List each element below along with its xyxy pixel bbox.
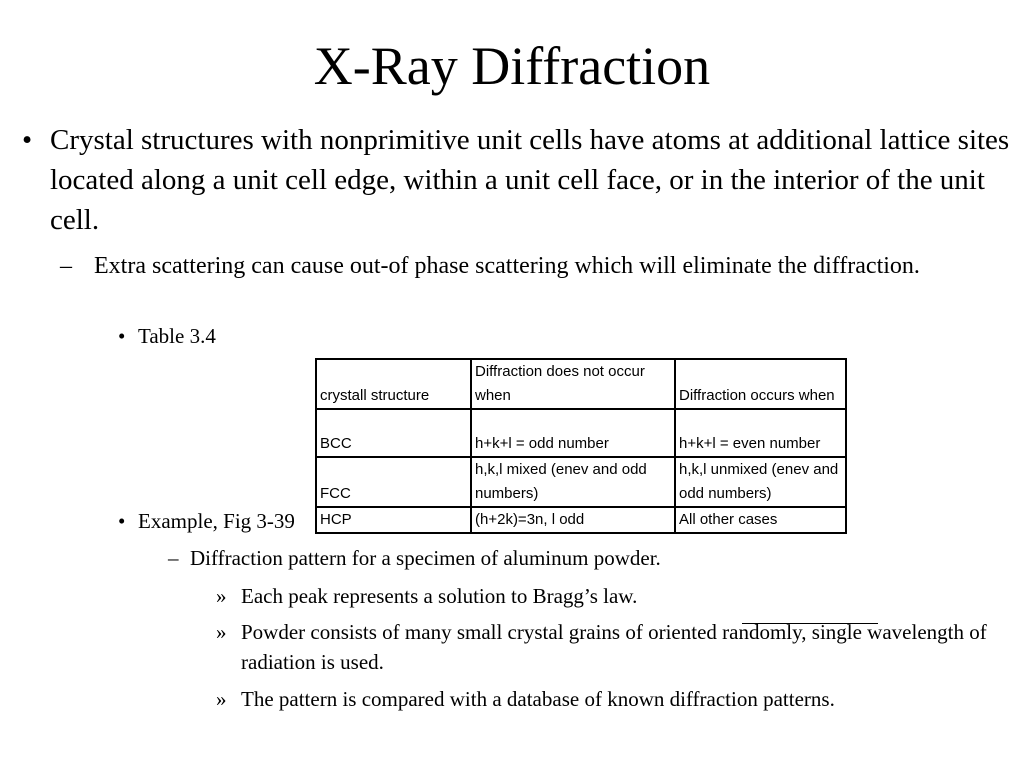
- table-cell: h+k+l = even number: [675, 409, 846, 457]
- slide-title: X-Ray Diffraction: [313, 36, 711, 96]
- example-sub-text: Diffraction pattern for a specimen of aluminum powder.: [190, 546, 661, 570]
- detail-bullet: [216, 617, 1016, 677]
- sub-bullet-text: Extra scattering can cause out-of phase scattering which will eliminate the diffraction.: [94, 253, 920, 279]
- table-row: [316, 457, 846, 507]
- bullet-marker: •: [22, 124, 33, 156]
- table-header-cell: Diffraction does not occur when: [471, 359, 675, 409]
- main-bullet-text: Crystal structures with nonprimitive unit cells have atoms at additional lattice sites located along a unit cell edge, within a unit cell face, or in the interior of the unit cell.: [50, 124, 1010, 236]
- hand-drawn-underline: [742, 623, 878, 624]
- detail-bullet: [216, 684, 1016, 714]
- guillemet-marker: »: [216, 584, 227, 608]
- table-row: [316, 507, 846, 533]
- example-sub-bullet: [168, 544, 661, 572]
- table-cell: h,k,l unmixed (enev and odd numbers): [675, 457, 846, 507]
- table-header-cell: Diffraction occurs when: [675, 359, 846, 409]
- table-header-row: [316, 359, 846, 409]
- dash-marker: –: [168, 546, 179, 570]
- table-cell: BCC: [316, 409, 471, 457]
- diffraction-rules-table: [315, 358, 847, 534]
- guillemet-marker: »: [216, 687, 227, 711]
- table-cell: All other cases: [675, 507, 846, 533]
- table-cell: (h+2k)=3n, l odd: [471, 507, 675, 533]
- detail-text: Each peak represents a solution to Bragg’s law.: [241, 584, 638, 608]
- main-bullet: [22, 120, 1012, 240]
- table-header-cell: crystall structure: [316, 359, 471, 409]
- dash-marker: –: [60, 253, 72, 279]
- table-cell: FCC: [316, 457, 471, 507]
- example-bullet: [118, 507, 295, 535]
- table-cell: h,k,l mixed (enev and odd numbers): [471, 457, 675, 507]
- bullet-marker: •: [118, 509, 126, 533]
- detail-bullet: [216, 581, 1016, 611]
- detail-text: Powder consists of many small crystal grains of oriented randomly, single wavelength of radiation is used.: [241, 620, 987, 674]
- table-cell: HCP: [316, 507, 471, 533]
- example-text: Example, Fig 3-39: [138, 509, 295, 533]
- detail-text: The pattern is compared with a database of known diffraction patterns.: [241, 687, 835, 711]
- bullet-marker: •: [118, 324, 126, 348]
- table-row: [316, 409, 846, 457]
- table-reference-text: Table 3.4: [138, 324, 216, 348]
- guillemet-marker: »: [216, 620, 227, 644]
- table-reference-bullet: [118, 322, 216, 350]
- sub-bullet: [60, 250, 1010, 282]
- table-cell: h+k+l = odd number: [471, 409, 675, 457]
